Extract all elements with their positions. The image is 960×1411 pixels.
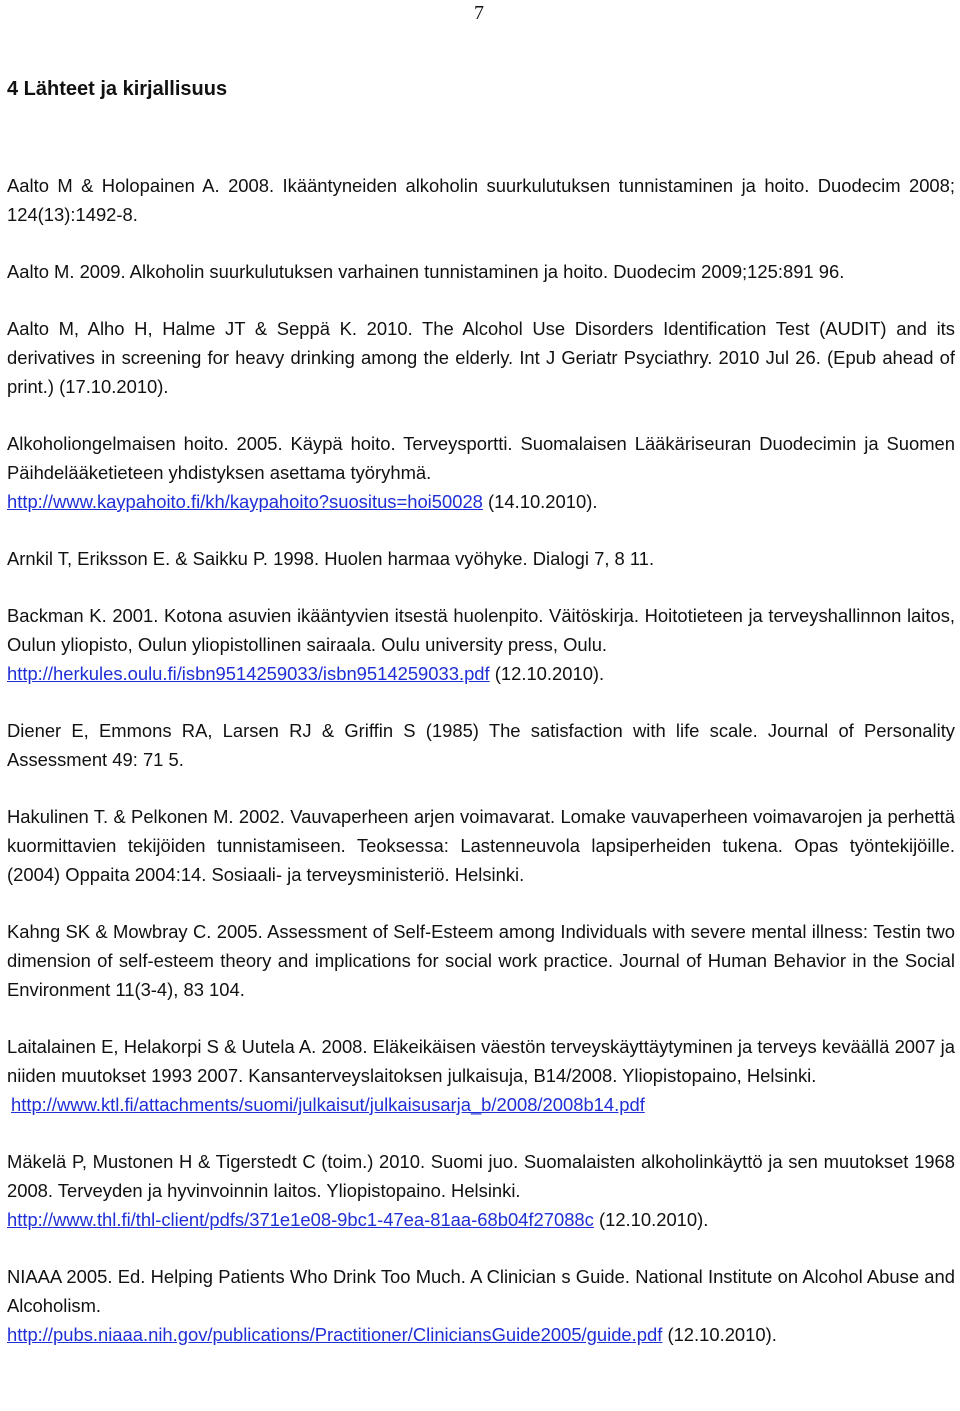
reference-link[interactable]: http://www.ktl.fi/attachments/suomi/julkaisut/julkaisusarja_b/2008/2008b14.pdf <box>11 1094 645 1115</box>
reference-text: Hakulinen T. & Pelkonen M. 2002. Vauvaperheen arjen voimavarat. Lomake vauvaperheen voimavarojen ja perhettä kuormittavien tekijöiden tunnistamiseen. Teoksessa: Lastenneuvola lapsiperheiden tukena. Opas työntekijöille. (2004) Oppaita 2004:14. Sosiaali- ja terveysministeriö. Helsinki. <box>7 806 955 885</box>
reference-text: Kahng SK & Mowbray C. 2005. Assessment of Self-Esteem among Individuals with severe mental illness: Testin two dimension of self-esteem theory and implications for social work practice. Journal of Human Behavior in the Social Environment 11(3-4), 83 104. <box>7 921 955 1000</box>
reference-text: Aalto M, Alho H, Halme JT & Seppä K. 2010. The Alcohol Use Disorders Identification Test (AUDIT) and its derivatives in screening for heavy drinking among the elderly. Int J Geriatr Psyciathry. 2010 Jul 26. (Epub ahead of print.) (17.10.2010). <box>7 318 955 397</box>
reference-text: Laitalainen E, Helakorpi S & Uutela A. 2008. Eläkeikäisen väestön terveyskäyttäytyminen ja terveys keväällä 2007 ja niiden muutokset 1993 2007. Kansanterveyslaitoksen julkaisuja, B14/2008. Yliopistopaino, Helsinki. <box>7 1036 955 1086</box>
reference-access-date: (12.10.2010). <box>489 663 605 684</box>
reference-item <box>7 716 955 774</box>
reference-text: Alkoholiongelmaisen hoito. 2005. Käypä hoito. Terveysportti. Suomalaisen Lääkäriseuran Duodecimin ja Suomen Päihdelääketieteen yhdistyksen asettama työryhmä. <box>7 433 955 483</box>
reference-item <box>7 544 955 573</box>
reference-list <box>7 171 955 1377</box>
reference-item <box>7 1032 955 1119</box>
reference-item <box>7 1147 955 1234</box>
reference-access-date: (14.10.2010). <box>482 491 598 512</box>
reference-item <box>7 171 955 229</box>
reference-item <box>7 917 955 1004</box>
reference-access-date: (12.10.2010). <box>593 1209 709 1230</box>
reference-text: Arnkil T, Eriksson E. & Saikku P. 1998. Huolen harmaa vyöhyke. Dialogi 7, 8 11. <box>7 548 655 569</box>
reference-text: Diener E, Emmons RA, Larsen RJ & Griffin S (1985) The satisfaction with life scale. Journal of Personality Assessment 49: 71 5. <box>7 720 955 770</box>
reference-text: Aalto M & Holopainen A. 2008. Ikääntyneiden alkoholin suurkulutuksen tunnistaminen ja hoito. Duodecim 2008; 124(13):1492-8. <box>7 175 955 225</box>
reference-item <box>7 1262 955 1349</box>
reference-item <box>7 429 955 516</box>
reference-link[interactable]: http://herkules.oulu.fi/isbn9514259033/isbn9514259033.pdf <box>7 663 490 684</box>
reference-text: Backman K. 2001. Kotona asuvien ikääntyvien itsestä huolenpito. Väitöskirja. Hoitotieteen ja terveyshallinnon laitos, Oulun yliopisto, Oulun yliopistollinen sairaala. Oulu university press, Oulu. <box>7 605 955 655</box>
reference-link[interactable]: http://pubs.niaaa.nih.gov/publications/Practitioner/CliniciansGuide2005/guide.pdf <box>7 1324 663 1345</box>
reference-text: Aalto M. 2009. Alkoholin suurkulutuksen varhainen tunnistaminen ja hoito. Duodecim 2009;125:891 96. <box>7 261 845 282</box>
reference-item <box>7 802 955 889</box>
page-number: 7 <box>474 2 484 24</box>
reference-link[interactable]: http://www.kaypahoito.fi/kh/kaypahoito?suositus=hoi50028 <box>7 491 483 512</box>
reference-item <box>7 601 955 688</box>
reference-text: Mäkelä P, Mustonen H & Tigerstedt C (toim.) 2010. Suomi juo. Suomalaisten alkoholinkäyttö ja sen muutokset 1968 2008. Terveyden ja hyvinvoinnin laitos. Yliopistopaino. Helsinki. <box>7 1151 955 1201</box>
section-heading: 4 Lähteet ja kirjallisuus <box>7 78 228 100</box>
reference-item <box>7 314 955 401</box>
reference-access-date: (12.10.2010). <box>662 1324 777 1345</box>
reference-item <box>7 257 955 286</box>
reference-text: NIAAA 2005. Ed. Helping Patients Who Drink Too Much. A Clinician s Guide. National Institute on Alcohol Abuse and Alcoholism. <box>7 1266 955 1316</box>
reference-link[interactable]: http://www.thl.fi/thl-client/pdfs/371e1e08-9bc1-47ea-81aa-68b04f27088c <box>7 1209 594 1230</box>
